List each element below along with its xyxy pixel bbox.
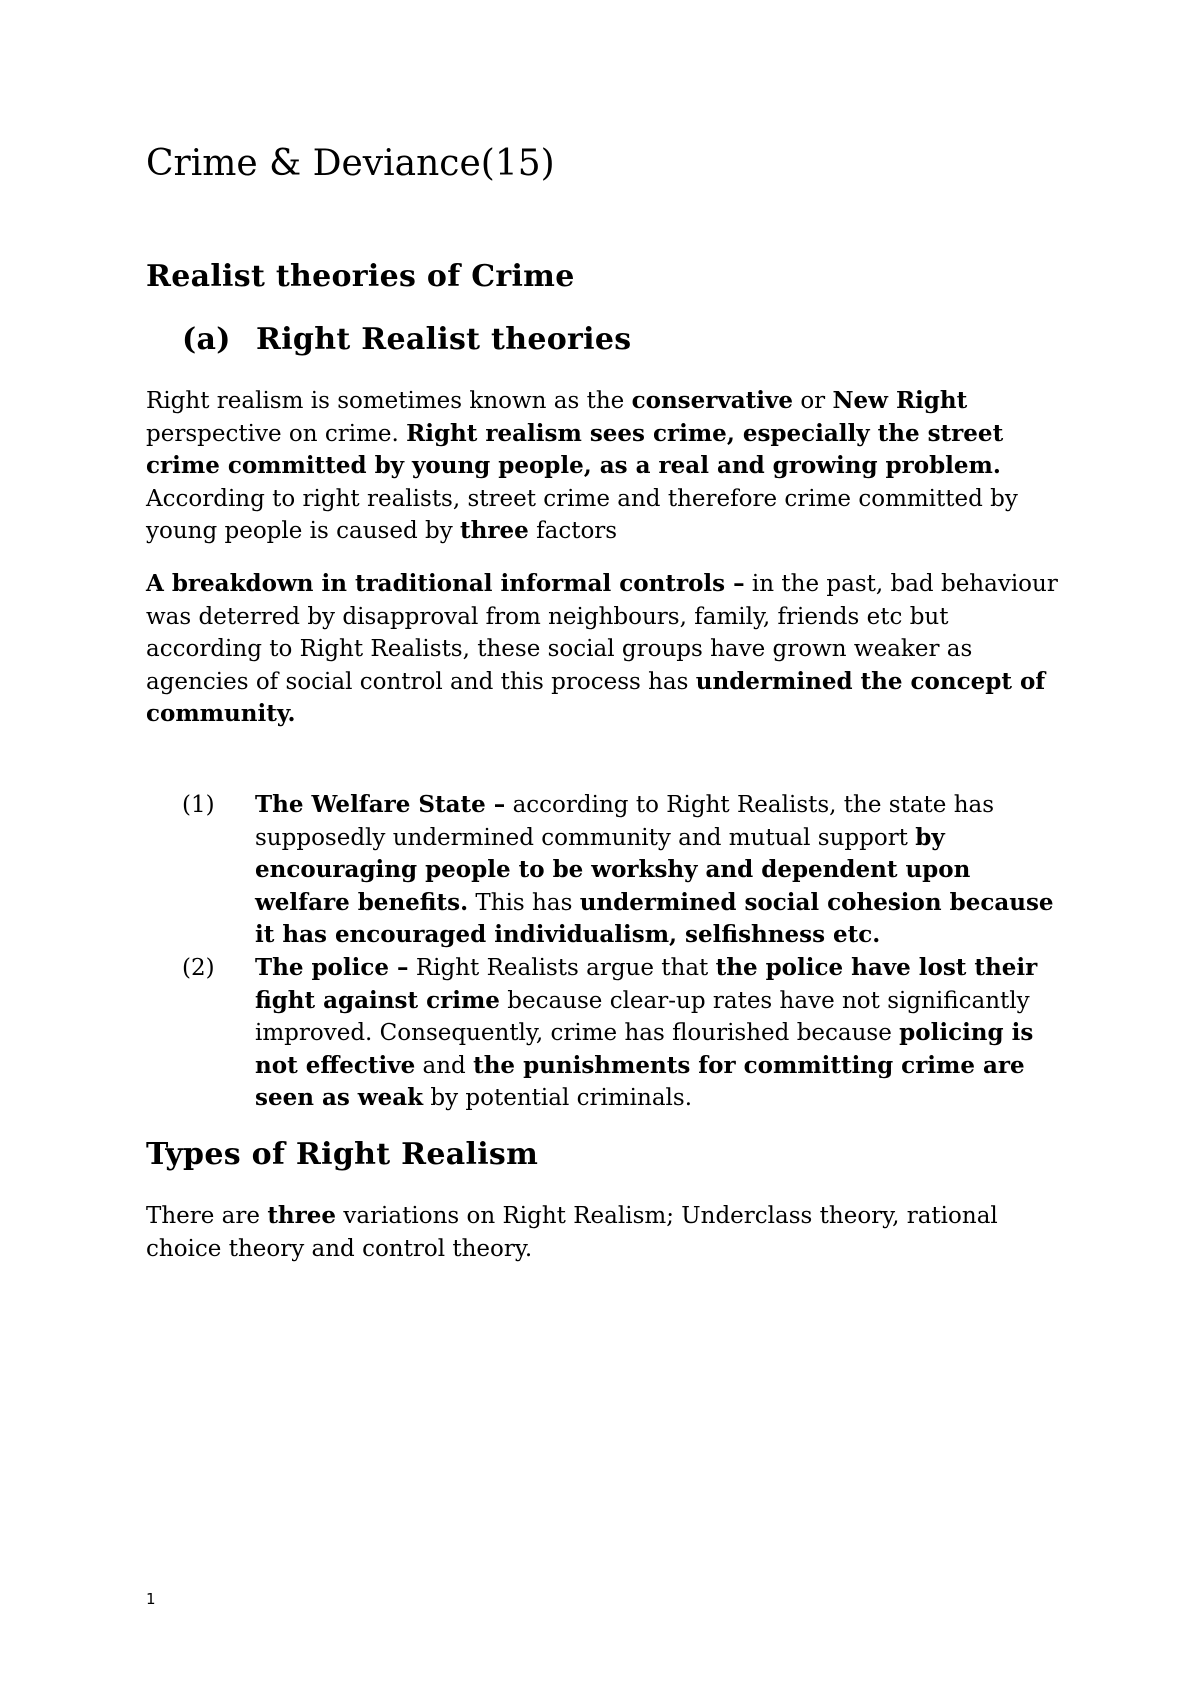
subsection-marker: (a) bbox=[182, 322, 231, 357]
document-title: Crime & Deviance(15) bbox=[146, 143, 555, 184]
intro-bold-new-right: New Right bbox=[832, 387, 968, 414]
intro-text-3: perspective on crime. bbox=[146, 420, 407, 447]
intro-text-4: According to right realists, street crime and therefore crime committed by young people is caused by bbox=[146, 485, 1018, 545]
welfare-bold-2: by encouraging people to be workshy and dependent upon welfare benefits. bbox=[255, 823, 971, 916]
list-item-number: (1) bbox=[182, 792, 215, 818]
breakdown-bold-community: undermined the concept of community. bbox=[146, 667, 1046, 728]
police-bold-2: the police have lost their fight against crime bbox=[255, 953, 1038, 1014]
list-item bbox=[182, 952, 1066, 1115]
breakdown-text: in the past, bad behaviour was deterred by disapproval from neighbours, family, friends etc but according to Right Realists, these social groups have grown weaker as agencies of social control and this process has bbox=[146, 571, 1058, 695]
welfare-text-1: according to Right Realists, the state has supposedly undermined community and mutual support bbox=[255, 792, 995, 851]
subsection-title: Right Realist theories bbox=[256, 322, 632, 357]
section-heading-realist-theories: Realist theories of Crime bbox=[146, 259, 575, 294]
welfare-bold-lead: The Welfare State – bbox=[255, 791, 506, 818]
breakdown-bold-lead: A breakdown in traditional informal controls – bbox=[146, 570, 745, 597]
intro-paragraph bbox=[146, 385, 1066, 548]
factors-list bbox=[182, 789, 1066, 1115]
intro-bold-three: three bbox=[460, 517, 529, 545]
police-text-3: and bbox=[415, 1052, 474, 1079]
page-number: 1 bbox=[146, 1590, 156, 1608]
welfare-text-2: This has bbox=[468, 889, 580, 916]
police-text-4: by potential criminals. bbox=[423, 1085, 693, 1112]
intro-text-1: Right realism is sometimes known as the bbox=[146, 388, 632, 414]
list-item bbox=[182, 789, 1066, 952]
section-heading-types: Types of Right Realism bbox=[146, 1137, 539, 1172]
list-item-number: (2) bbox=[182, 954, 215, 981]
breakdown-paragraph bbox=[146, 568, 1066, 731]
types-bold-three: three bbox=[267, 1202, 337, 1229]
types-text-1: There are bbox=[146, 1203, 268, 1229]
welfare-bold-3: undermined social cohesion because it has encouraged individualism, selfishness etc. bbox=[255, 888, 1054, 949]
police-bold-3: policing is not effective bbox=[255, 1019, 1034, 1079]
subsection-heading-right-realist bbox=[182, 322, 631, 357]
types-text-2: variations on Right Realism; Underclass theory, rational choice theory and control theory. bbox=[146, 1203, 998, 1262]
police-bold-lead: The police – bbox=[255, 953, 409, 981]
intro-bold-conservative: conservative bbox=[631, 387, 794, 414]
police-bold-4: the punishments for committing crime are seen as weak bbox=[255, 1051, 1025, 1112]
types-paragraph bbox=[146, 1200, 1066, 1265]
intro-text-5: factors bbox=[528, 518, 618, 545]
police-text-1: Right Realists argue that bbox=[408, 954, 716, 981]
intro-text-2: or bbox=[793, 388, 833, 414]
intro-bold-real-problem: Right realism sees crime, especially the street crime committed by young people, as a real and growing problem. bbox=[146, 419, 1004, 480]
police-text-2: because clear-up rates have not significantly improved. Consequently, crime has flourished because bbox=[255, 987, 1030, 1047]
